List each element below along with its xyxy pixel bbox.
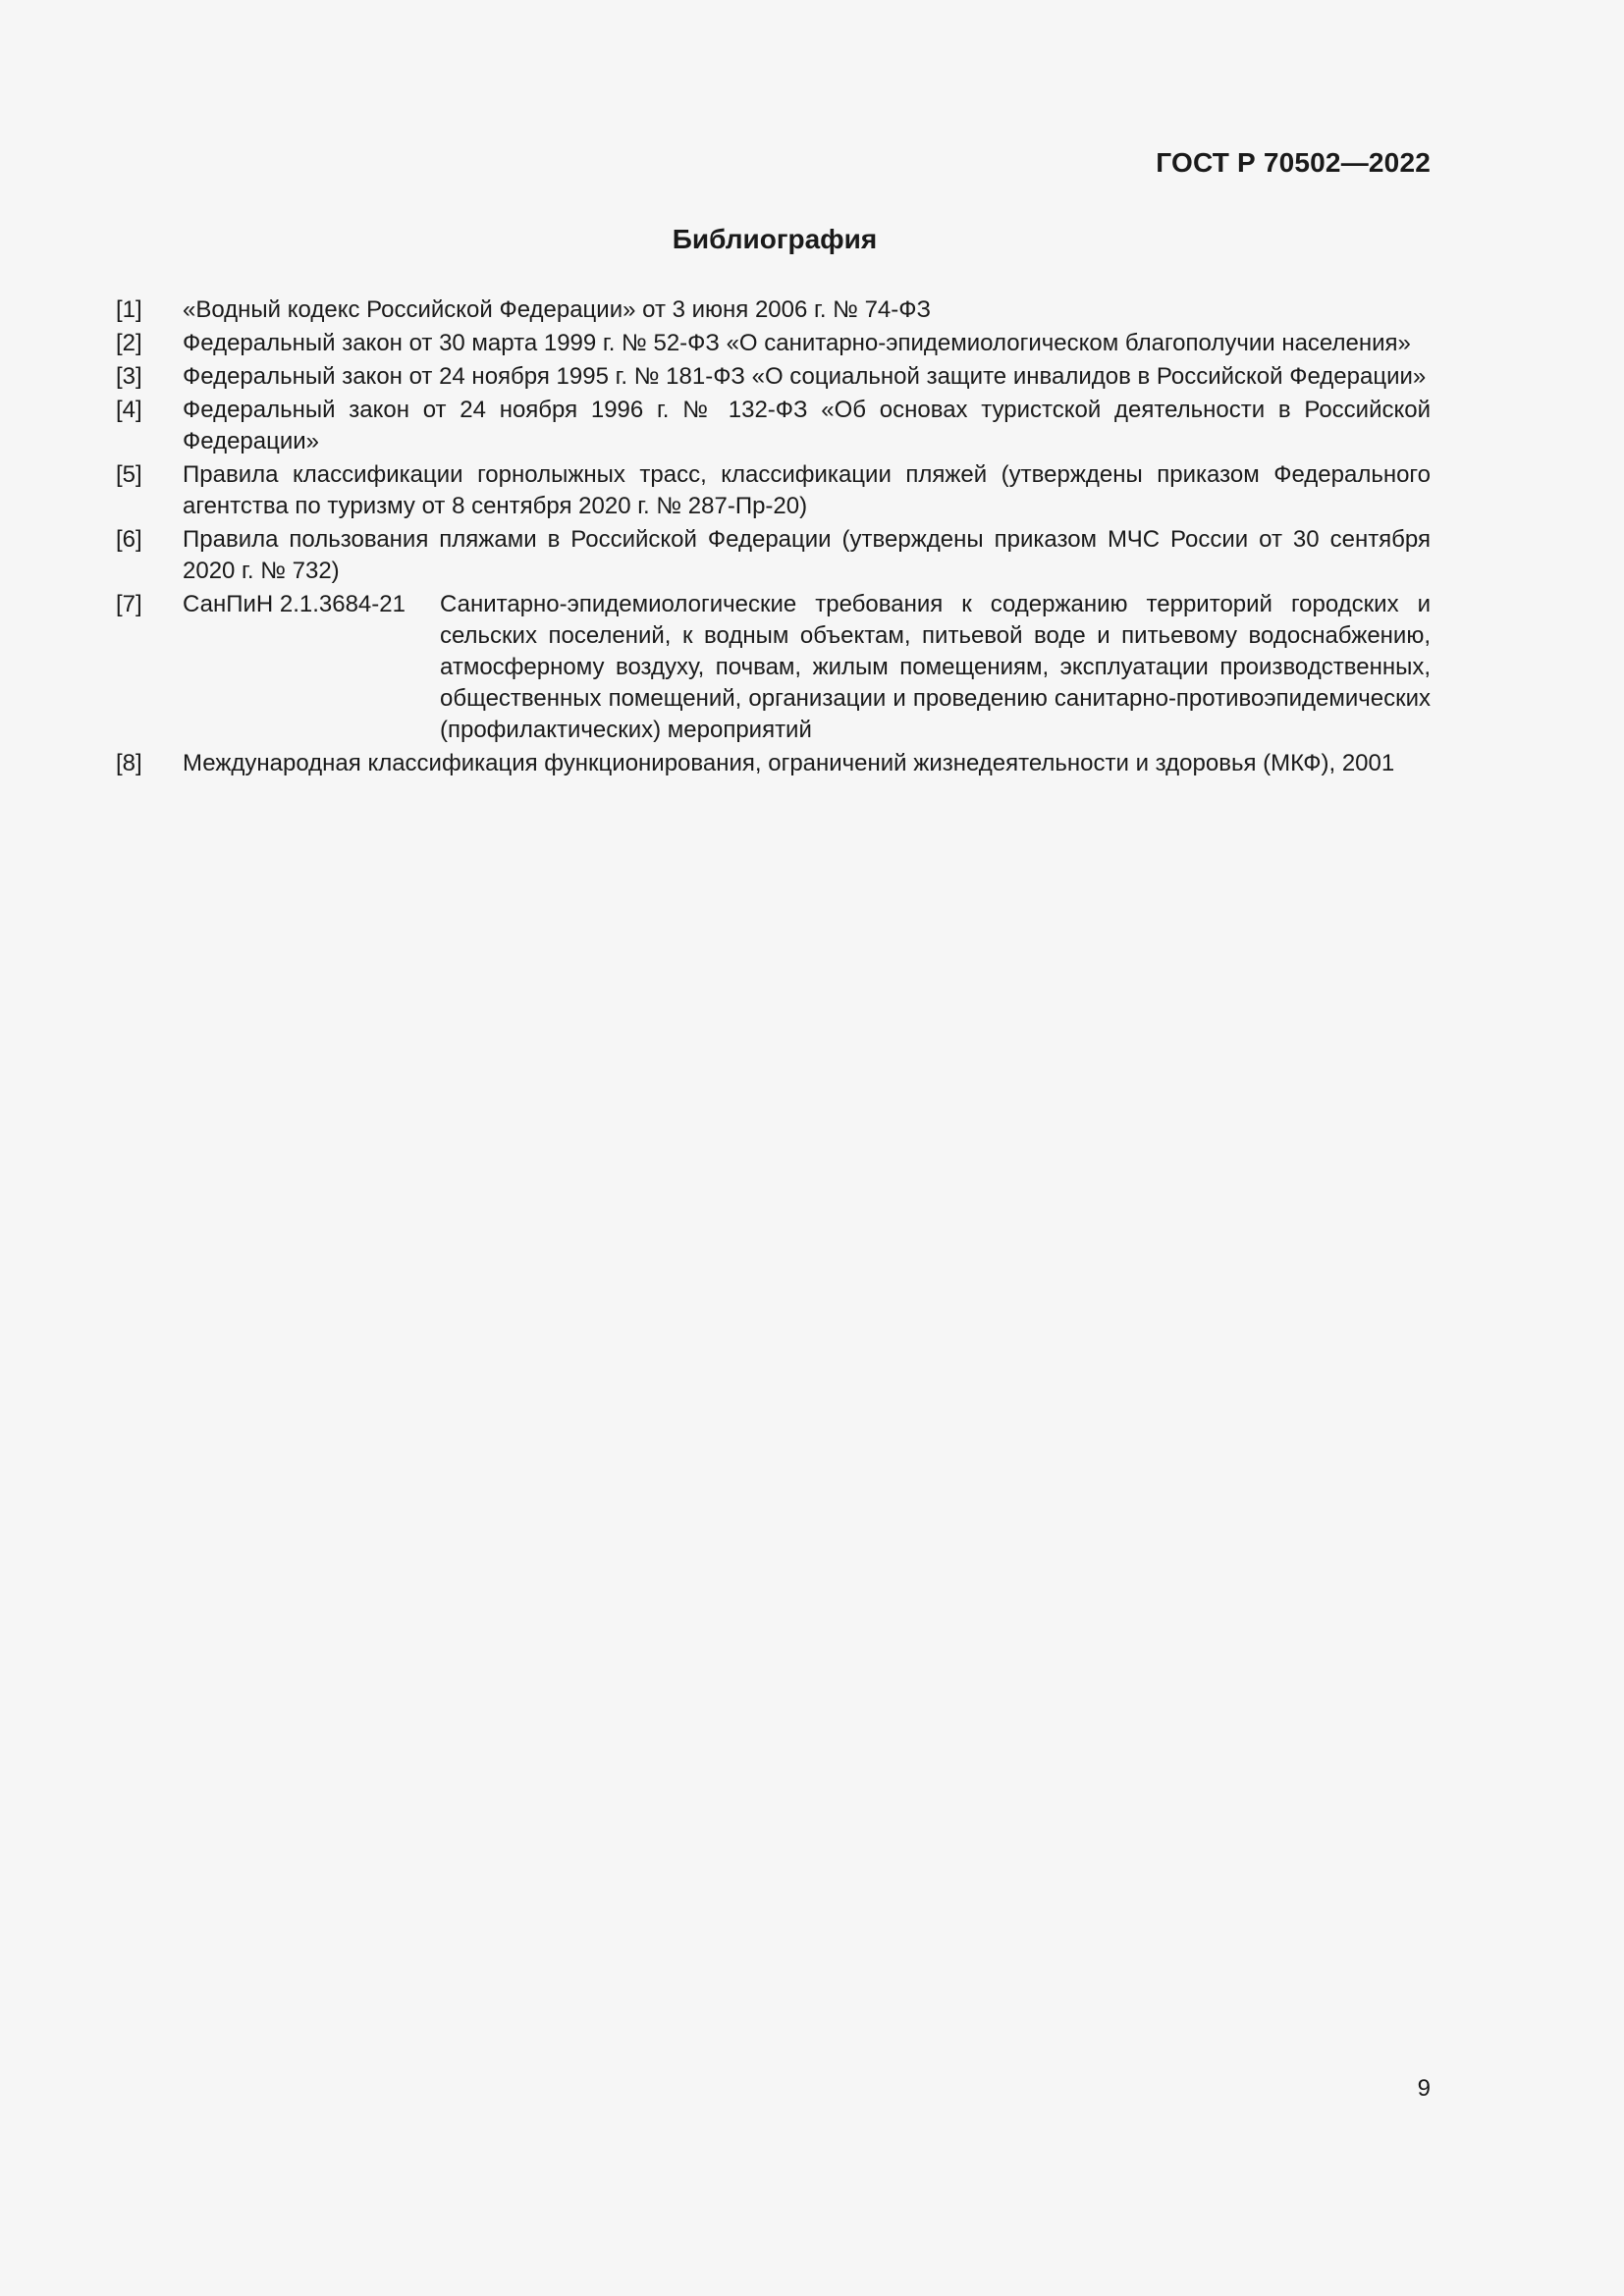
reference-number: [6] [116,526,142,553]
reference-number: [3] [116,363,142,390]
reference-number: [5] [116,461,142,488]
page-number: 9 [1417,2075,1431,2102]
reference-item [116,589,1431,746]
reference-item [116,328,1431,359]
reference-text: Правила пользования пляжами в Российской Федерации (утверждены приказом МЧС России от 30 сентября 2020 г. № 732) [183,526,1431,584]
section-title: Библиография [672,224,878,254]
reference-text: Международная классификация функционирования, ограничений жизнедеятельности и здоровья (МКФ), 2001 [183,750,1395,776]
reference-text: Федеральный закон от 30 марта 1999 г. № 52-ФЗ «О санитарно-эпидемиологическом благополучии населения» [183,330,1411,356]
bibliography-list [116,294,1431,781]
reference-item [116,395,1431,457]
reference-text: «Водный кодекс Российской Федерации» от 3 июня 2006 г. № 74-ФЗ [183,296,932,323]
reference-number: [1] [116,296,142,323]
reference-text: Федеральный закон от 24 ноября 1996 г. № 132-ФЗ «Об основах туристской деятельности в Российской Федерации» [183,397,1431,454]
reference-item [116,294,1431,326]
reference-text: Правила классификации горнолыжных трасс, классификации пляжей (утверждены приказом Федерального агентства по туризму от 8 сентября 2020 г. № 287-Пр-20) [183,461,1431,519]
reference-text: Санитарно-эпидемиологические требования к содержанию территорий городских и сельских поселений, к водным объектам, питьевой воде и питьевому водоснабжению, атмосферному воздуху, почвам, жилым помещениям, эксплуатации производственных, общественных помещений, организации и проведению санитарно-противоэпидемических (профилактических) мероприятий [440,591,1431,743]
reference-item [116,459,1431,522]
reference-number: [2] [116,330,142,356]
reference-number: [7] [116,591,142,617]
reference-item [116,361,1431,393]
reference-standard-code: СанПиН 2.1.3684-21 [183,591,406,617]
reference-text: Федеральный закон от 24 ноября 1995 г. № 181-ФЗ «О социальной защите инвалидов в Российской Федерации» [183,363,1427,390]
reference-item [116,524,1431,587]
reference-item [116,748,1431,779]
reference-number: [8] [116,750,142,776]
document-code: ГОСТ Р 70502—2022 [1156,147,1431,178]
reference-number: [4] [116,397,142,423]
